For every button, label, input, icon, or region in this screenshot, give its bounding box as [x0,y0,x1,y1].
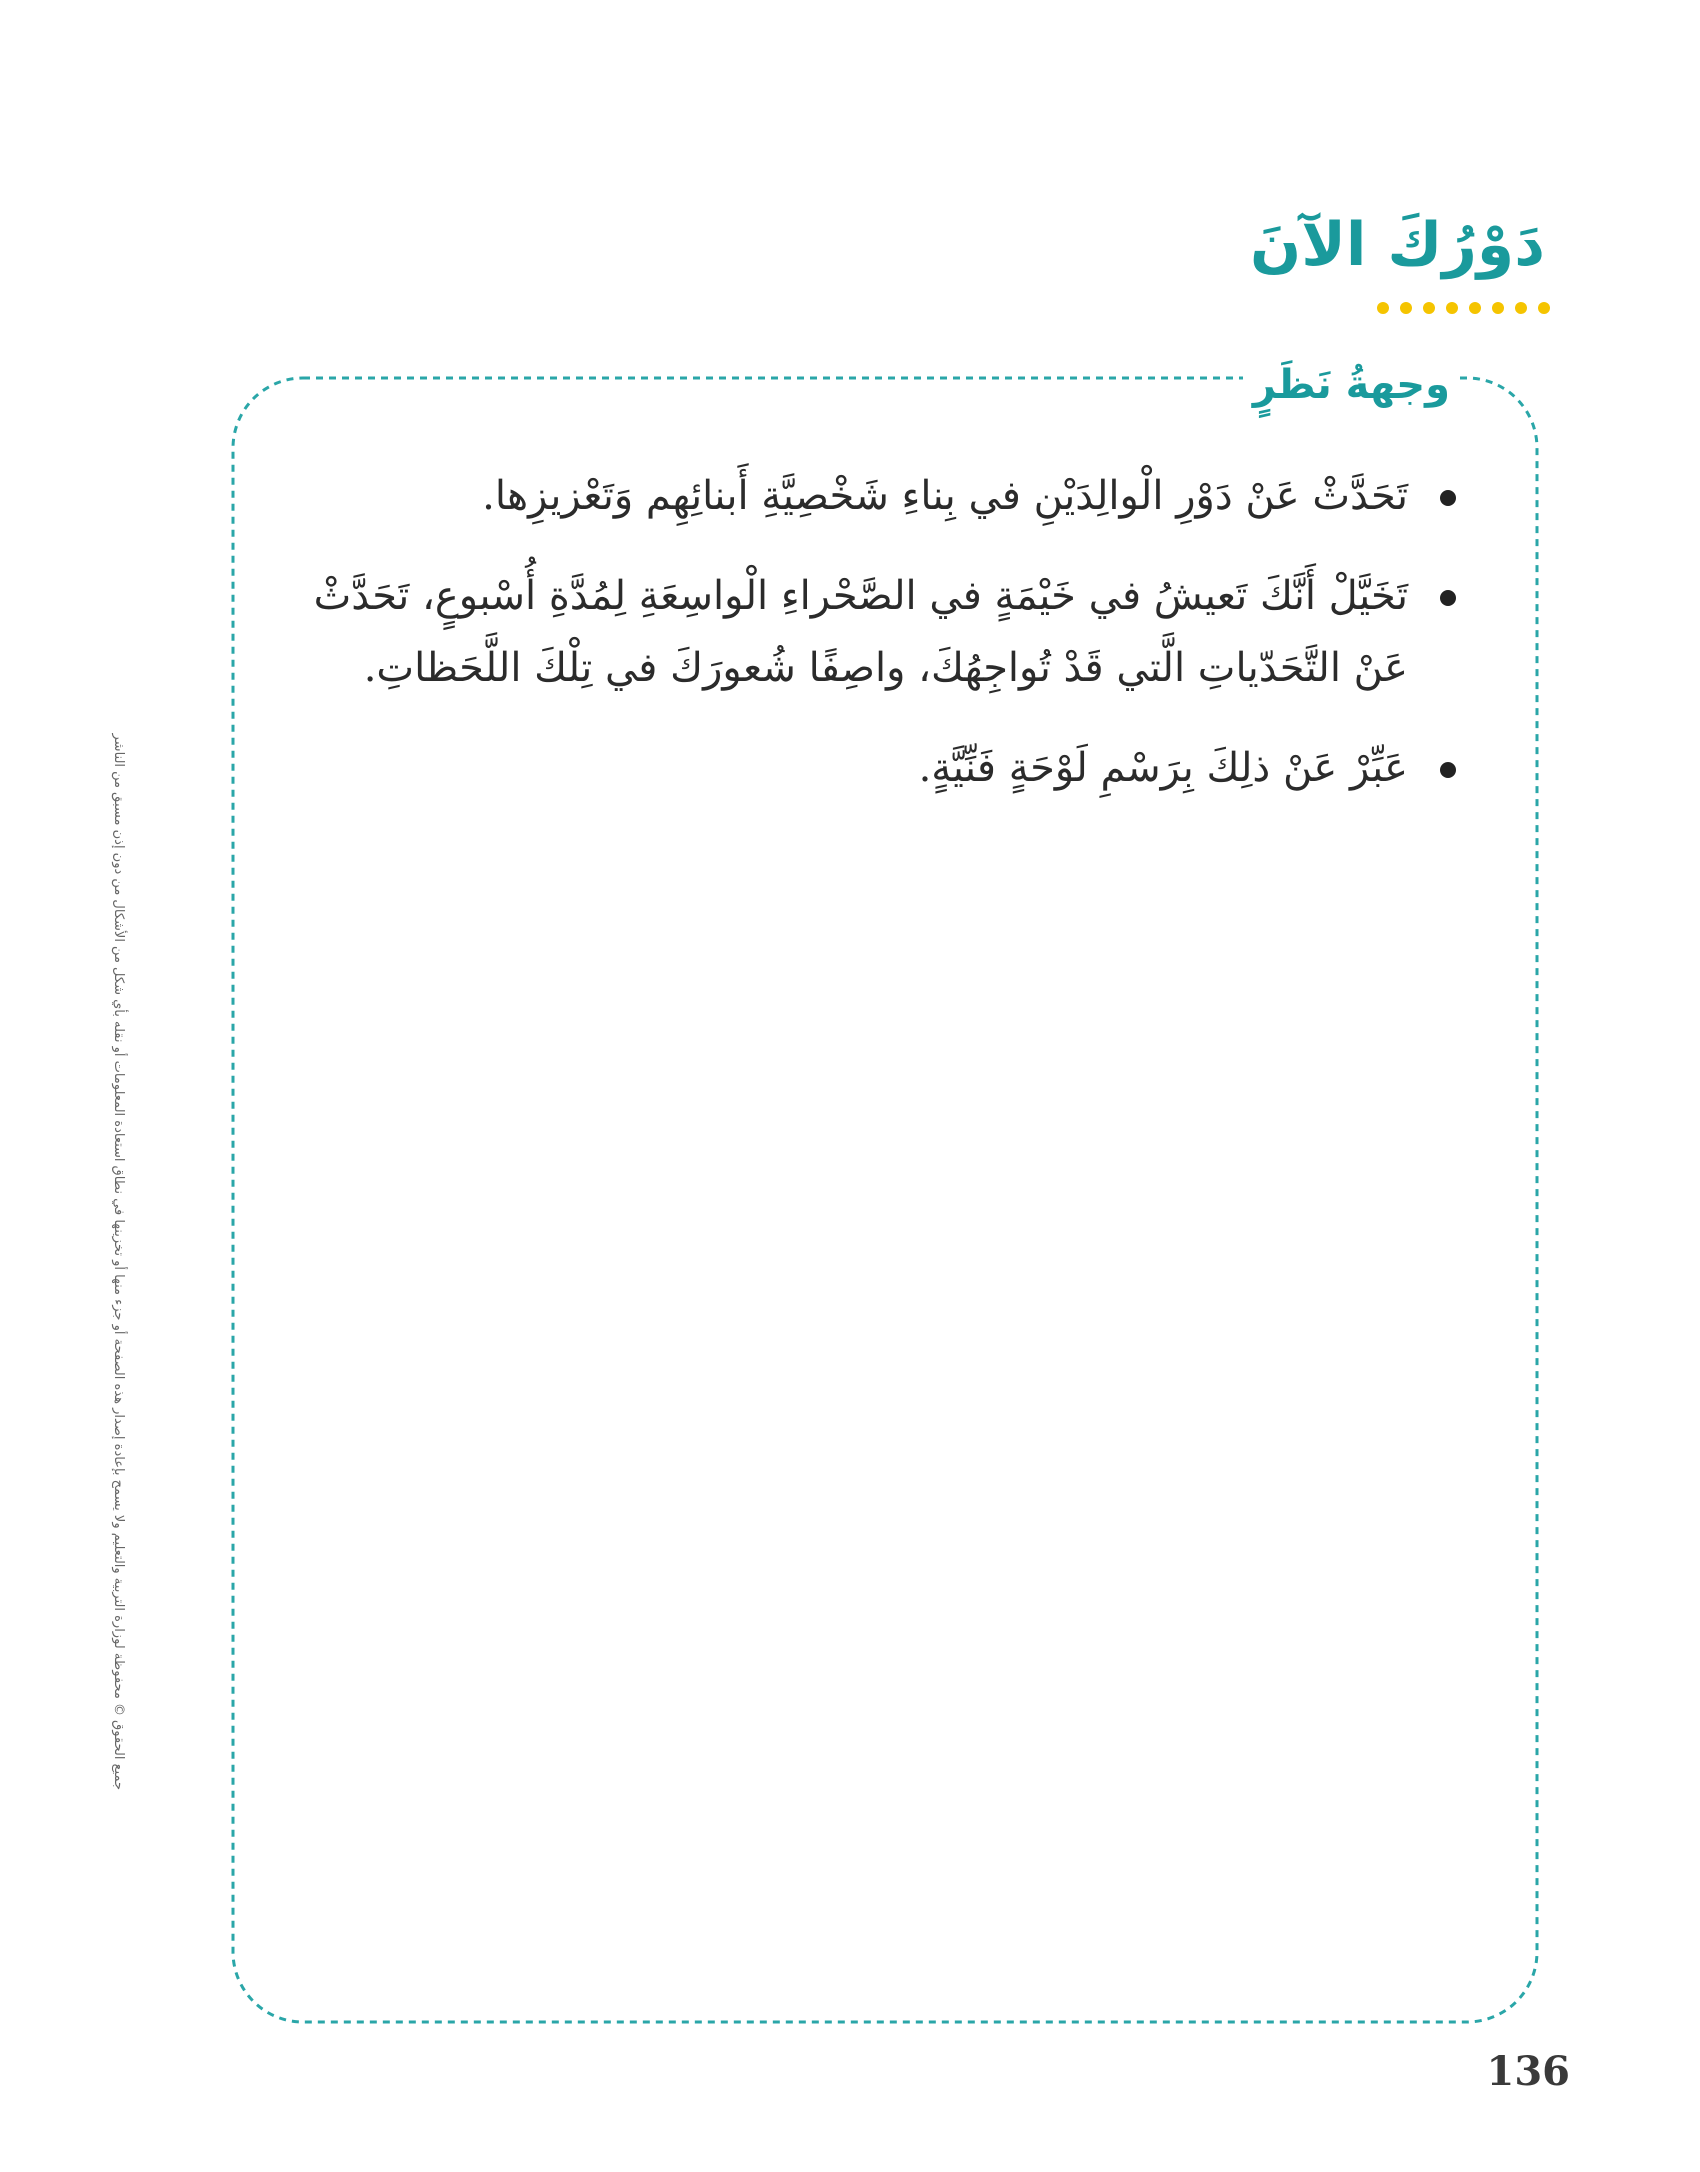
bullet-icon [1440,762,1456,778]
dot [1469,302,1481,314]
list-item [250,560,1460,704]
page-title: دَوْرُكَ الآنَ [1250,210,1545,280]
list-item [250,460,1460,532]
task-text: تَخَيَّلْ أَنَّكَ تَعيشُ في خَيْمَةٍ في الصَّحْراءِ الْواسِعَةِ لِمُدَّةِ أُسْبوعٍ، تَحَدَّثْ عَنْ التَّحَدّياتِ الَّتي قَدْ تُواجِهُكَ، واصِفًا شُعورَكَ في تِلْكَ اللَّحَظاتِ. [313,573,1408,691]
dot [1492,302,1504,314]
section-heading: وجهةُ نَظَرٍ [1243,365,1460,405]
task-list [250,460,1460,832]
dot [1515,302,1527,314]
dot [1423,302,1435,314]
page-number: 136 [1486,2048,1570,2095]
bullet-icon [1440,490,1456,506]
task-text: تَحَدَّثْ عَنْ دَوْرِ الْوالِدَيْنِ في بِناءِ شَخْصِيَّةِ أَبنائِهِم وَتَعْزيزِها. [482,473,1408,519]
dot [1400,302,1412,314]
dot [1446,302,1458,314]
copyright-note: جميع الحقوق © محفوظة لوزارة التربية والتعليم ولا يسمح بإعادة إصدار هذه الصفحة أو جزء منها أو تخزينها في نطاق استعادة المعلومات أو نقله بأي شكل من الأشكال من دون إذن مسبق من الناشر [111,733,126,1790]
title-dot-divider [1377,302,1550,314]
bullet-icon [1440,590,1456,606]
task-text: عَبِّرْ عَنْ ذلِكَ بِرَسْمِ لَوْحَةٍ فَنِّيَّةٍ. [918,745,1408,791]
dot [1538,302,1550,314]
list-item [250,732,1460,804]
dot [1377,302,1389,314]
